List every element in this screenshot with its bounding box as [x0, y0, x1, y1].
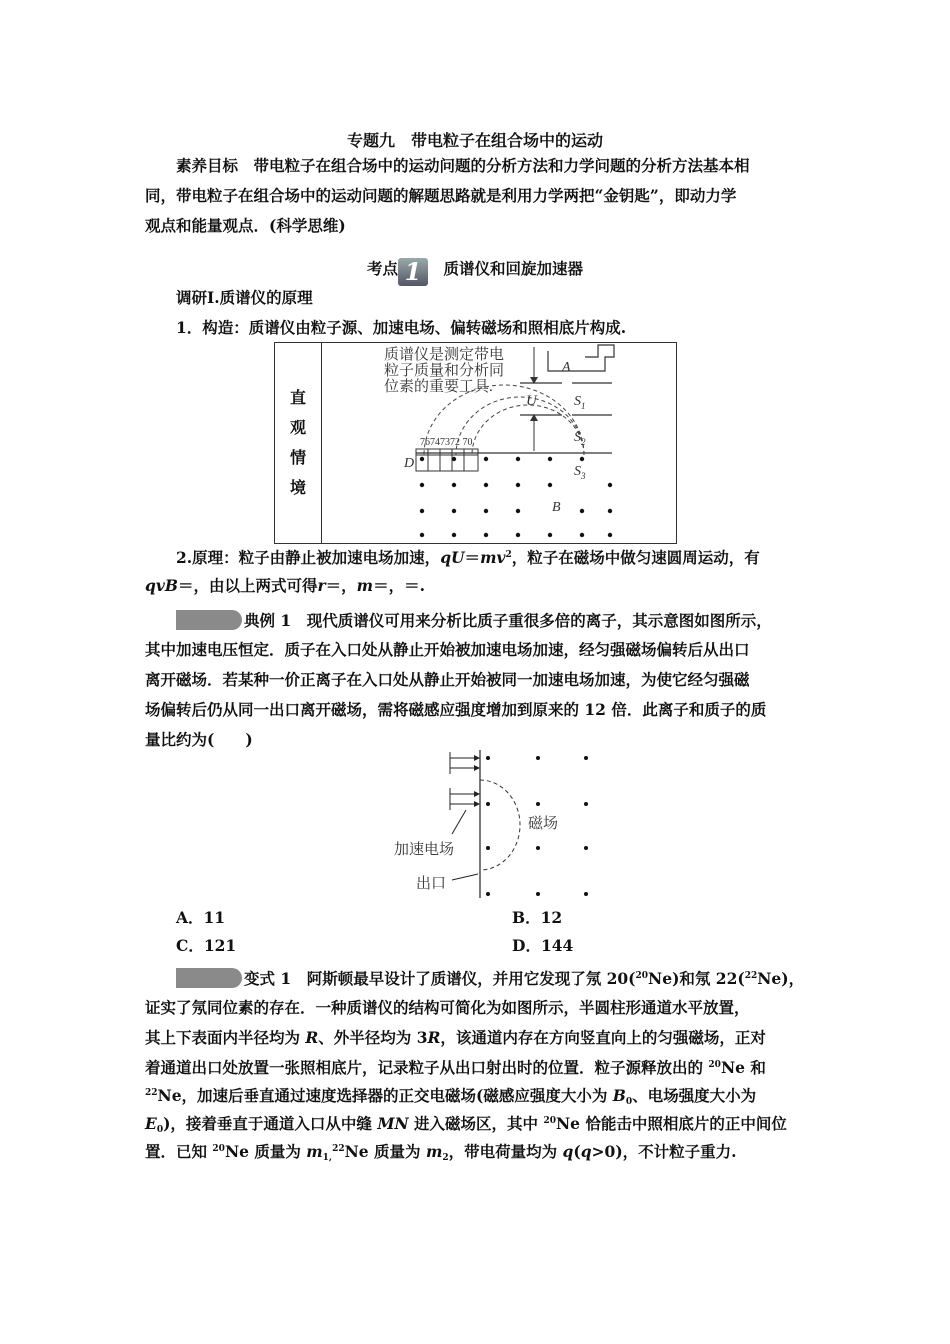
accel-plates [450, 752, 476, 810]
label-A: A [562, 360, 571, 375]
goal-line-2: 同，带电粒子在组合场中的运动问题的解题思路就是利用力学两把“金钥匙”，即动力学 [145, 186, 737, 205]
option-d[interactable]: D．144 [512, 936, 574, 955]
scene-note-3: 位素的重要工具. [384, 379, 493, 395]
scene-note-1: 质谱仪是测定带电 [384, 347, 505, 363]
label-D: D [404, 456, 415, 471]
variant-badge [176, 968, 242, 988]
variant1-line-1: 变式 1 阿斯顿最早设计了质谱仪，并用它发现了氖 20($^{20}$Ne)和氖 22($^{22}$Ne)， [176, 968, 804, 989]
magnetic-field-dots [420, 457, 612, 537]
scene-note-2: 粒子质量和分析同 [384, 363, 505, 379]
label-S1: $S_1$ [574, 394, 586, 411]
goal-line-3: 观点和能量观点．(科学思维) [145, 216, 346, 235]
variant1-line-6: $E_0$)，接着垂直于通道入口从中缝 MN 进入磁场区，其中 $^{20}$Ne 恰能击中照相底片的正中间位 [145, 1114, 787, 1135]
mass-spectrometer-diagram [322, 343, 677, 544]
example1-figure [390, 748, 600, 900]
option-b[interactable]: B．12 [512, 908, 563, 927]
exit-leader [452, 874, 478, 880]
section-heading: 考点 1 质谱仪和回旋加速器 [366, 257, 584, 286]
scene-table [274, 342, 677, 544]
photo-film [416, 449, 478, 471]
example1-line-1: 典例 1 现代质谱仪可用来分析比质子重很多倍的离子，其示意图如图所示， [176, 610, 772, 631]
example1-line-3: 离开磁场．若某种一价正离子在入口处从静止开始被同一加速电场加速，为使它经匀强磁 [145, 670, 750, 689]
label-S2: $S_2$ [574, 430, 586, 447]
page-title: 专题九 带电粒子在组合场中的运动 [346, 131, 603, 150]
principle-line-2: qvB＝，由以上两式可得r＝，m＝，＝. [145, 576, 425, 595]
accel-leader [452, 810, 466, 834]
example1-line-2: 其中加速电压恒定．质子在入口处从静止开始被加速电场加速，经匀强磁场偏转后从出口 [145, 640, 750, 659]
section-number-badge: 1 [398, 258, 428, 286]
example1-line-5: 量比约为( ) [145, 730, 253, 749]
example-badge [176, 610, 242, 630]
mass-spectrometer-svg [322, 343, 677, 543]
label-B: B [552, 500, 561, 515]
study-heading: 调研Ⅰ.质谱仪的原理 [176, 288, 313, 307]
principle-line-1: 2.原理：粒子由静止被加速电场加速，$qU=mv^2$，粒子在磁场中做匀速圆周运动，有 [176, 548, 760, 567]
variant1-line-2: 证实了氖同位素的存在．一种质谱仪的结构可简化为如图所示，半圆柱形通道水平放置， [145, 998, 750, 1017]
goal-line-1: 素养目标 带电粒子在组合场中的运动问题的分析方法和力学问题的分析方法基本相 [176, 156, 750, 175]
variant-label: 变式 1 [244, 969, 292, 988]
variant1-line-4: 着通道出口处放置一张照相底片，记录粒子从出口射出时的位置．粒子源释放出的 $^{20}$Ne 和 [145, 1058, 766, 1077]
label-magnetic: 磁场 [528, 814, 559, 832]
label-U: U [526, 393, 537, 409]
example-label: 典例 1 [244, 611, 292, 630]
example1-line-4: 场偏转后仍从同一出口离开磁场，需将磁感应强度增加到原来的 12 倍．此离子和质子的质 [145, 700, 767, 719]
scale-ticks: 76747372 70 [420, 437, 473, 448]
label-accel: 加速电场 [394, 840, 455, 858]
goal-label: 素养目标 [176, 156, 239, 175]
option-a[interactable]: A．11 [176, 908, 226, 927]
label-exit: 出口 [416, 874, 447, 892]
ion-path [480, 780, 520, 870]
variant1-line-7: 置．已知 $^{20}$Ne 质量为 $m_{1,}^{22}Ne$ 质量为 $m_2$，带电荷量均为 q(q>0)，不计粒子重力. [145, 1142, 737, 1163]
variant1-line-5: $^{22}$Ne，加速后垂直通过速度选择器的正交电磁场(磁感应强度大小为 $B_0$、电场强度大小为 [145, 1086, 757, 1107]
path-inner [472, 405, 584, 455]
particle-source [548, 345, 614, 371]
scene-header: 直 观 情 境 [275, 343, 322, 544]
option-c[interactable]: C．121 [176, 936, 237, 955]
variant1-line-3: 其上下表面内半径均为 R、外半径均为 3R，该通道内存在方向竖直向上的匀强磁场，正对 [145, 1028, 766, 1047]
construct-text: 1．构造：质谱仪由粒子源、加速电场、偏转磁场和照相底片构成. [176, 318, 627, 337]
label-S3: $S_3$ [574, 464, 586, 481]
